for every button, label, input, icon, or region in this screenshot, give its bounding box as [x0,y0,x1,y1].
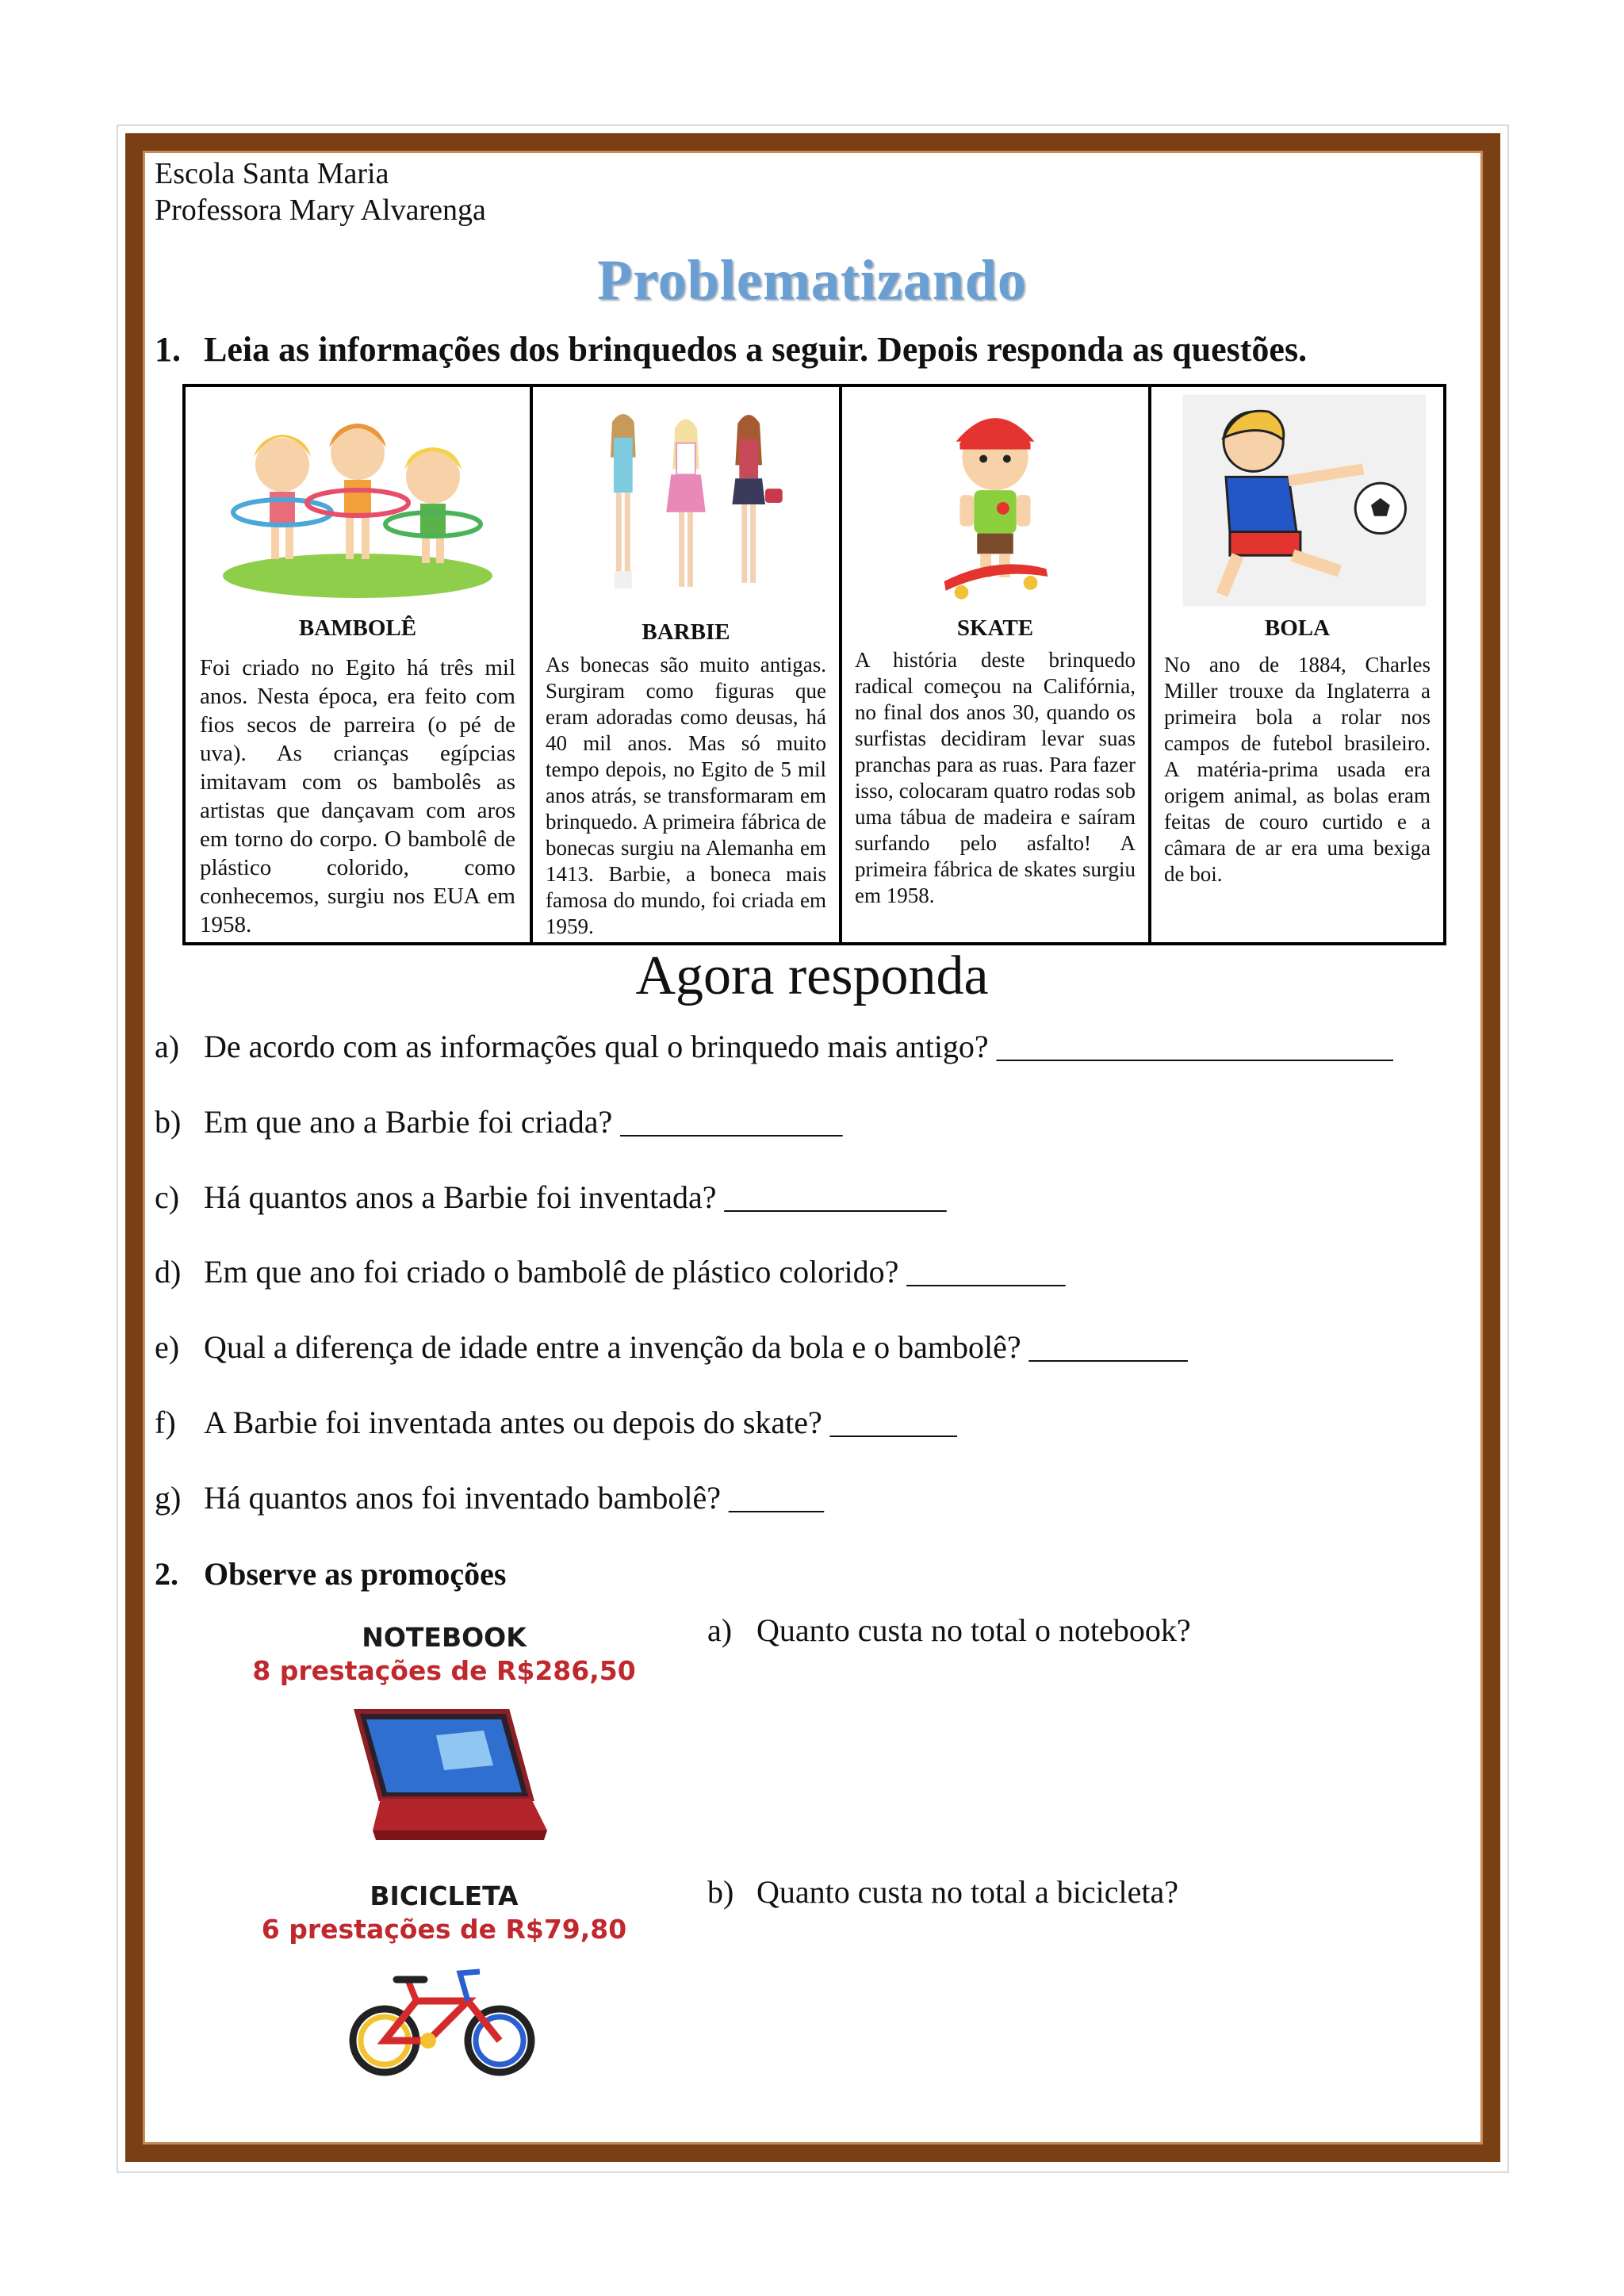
promo-question-b [707,1873,1178,1911]
barbie-dolls-icon [533,393,839,608]
section-1-number: 1. [155,330,181,369]
question-letter: g) [155,1480,182,1516]
question-letter: c) [155,1179,180,1215]
section-2-instruction: Observe as promoções [204,1556,507,1592]
question-b [155,1103,842,1141]
answer-heading: Agora responda [635,945,989,1006]
question-letter: a) [707,1612,733,1648]
question-a [155,1028,1393,1066]
teacher-name: Professora Mary Alvarenga [155,194,486,227]
page-title: Problematizando [597,248,1027,312]
children-hula-hoop-icon [186,393,530,608]
promo-question-a [707,1612,1191,1650]
boy-soccer-ball-icon [1151,393,1443,608]
question-text: Há quantos anos a Barbie foi inventada? ______________ [204,1179,947,1215]
toy-card-barbie [531,385,841,944]
toy-card-bola [1150,385,1445,944]
toy-name-skate: SKATE [956,615,1034,641]
question-text: De acordo com as informações qual o brinquedo mais antigo? _________________________ [204,1029,1393,1064]
promo-notebook [246,1621,642,1857]
toy-card-skate [841,385,1150,944]
question-text: Há quantos anos foi inventado bambolê? ______ [204,1480,825,1516]
boy-skateboard-icon [842,393,1148,608]
promo-price: 8 prestações de R$286,50 [252,1655,636,1686]
question-text: Quanto custa no total a bicicleta? [756,1874,1179,1910]
toy-text-bola: No ano de 1884, Charles Miller trouxe da Inglaterra a primeira bola a rolar nos campos de futebol brasileiro. A matéria-prima usada era origem animal, as bolas eram feitas de couro curtido e a câmara de ar era uma bexiga de boi. [1164,653,1431,886]
section-1-heading [155,328,1307,371]
toy-name-barbie: BARBIE [642,619,730,645]
question-letter: d) [155,1254,182,1290]
toy-text-bambole: Foi criado no Egito há três mil anos. Nesta época, era feito com fios secos de parreira (o pé de uva). As crianças egípcias imitavam com os bambolês as artistas que dançavam com aros em torno do corpo. O bambolê de plástico colorido, como conhecemos, surgiu nos EUA em 1958. [200,655,515,937]
kids-bicycle-icon [246,1957,642,2087]
section-2-number: 2. [155,1556,178,1592]
promo-price: 6 prestações de R$79,80 [261,1914,627,1945]
question-text: Quanto custa no total o notebook? [756,1612,1191,1648]
toys-info-table [182,384,1446,945]
question-e [155,1328,1188,1366]
toy-text-barbie: As bonecas são muito antigas. Surgiram como figuras que eram adoradas como deusas, há 40 mil anos. Mas só muito tempo depois, no Egito de 5 mil anos atrás, se transformaram em brinquedo. A primeira fábrica de bonecas surgiu na Alemanha em 1413. Barbie, a boneca mais famosa do mundo, foi criada em 1959. [546,653,826,938]
promo-name: NOTEBOOK [362,1622,527,1653]
question-text: Qual a diferença de idade entre a invenção da bola e o bambolê? __________ [204,1329,1188,1365]
section-2-heading [155,1553,506,1596]
question-f [155,1404,957,1442]
question-g [155,1479,824,1517]
question-text: Em que ano a Barbie foi criada? ______________ [204,1104,843,1140]
question-text: Em que ano foi criado o bambolê de plástico colorido? __________ [204,1254,1066,1290]
question-letter: e) [155,1329,180,1365]
promo-name: BICICLETA [370,1880,519,1911]
toy-text-skate: A história deste brinquedo radical começou na Califórnia, no final dos anos 30, quando os surfistas decidiram levar suas pranchas para as ruas. Para fazer isso, colocaram quatro rodas sob uma tábua de madeira e saíram surfando pelo asfalto! A primeira fábrica de skates surgiu em 1958. [855,648,1136,907]
toy-card-bambole [184,385,531,944]
toy-name-bola: BOLA [1264,615,1331,641]
question-d [155,1253,1065,1291]
section-1-instruction: Leia as informações dos brinquedos a seguir. Depois responda as questões. [204,330,1308,369]
question-text: A Barbie foi inventada antes ou depois do skate? ________ [204,1405,957,1440]
school-name: Escola Santa Maria [155,157,389,190]
red-notebook-icon [246,1704,642,1857]
question-letter: f) [155,1405,176,1440]
question-letter: a) [155,1029,180,1064]
promo-bicicleta [246,1880,642,2087]
question-letter: b) [707,1874,734,1910]
question-c [155,1179,946,1217]
question-letter: b) [155,1104,182,1140]
toy-name-bambole: BAMBOLÊ [298,615,417,641]
